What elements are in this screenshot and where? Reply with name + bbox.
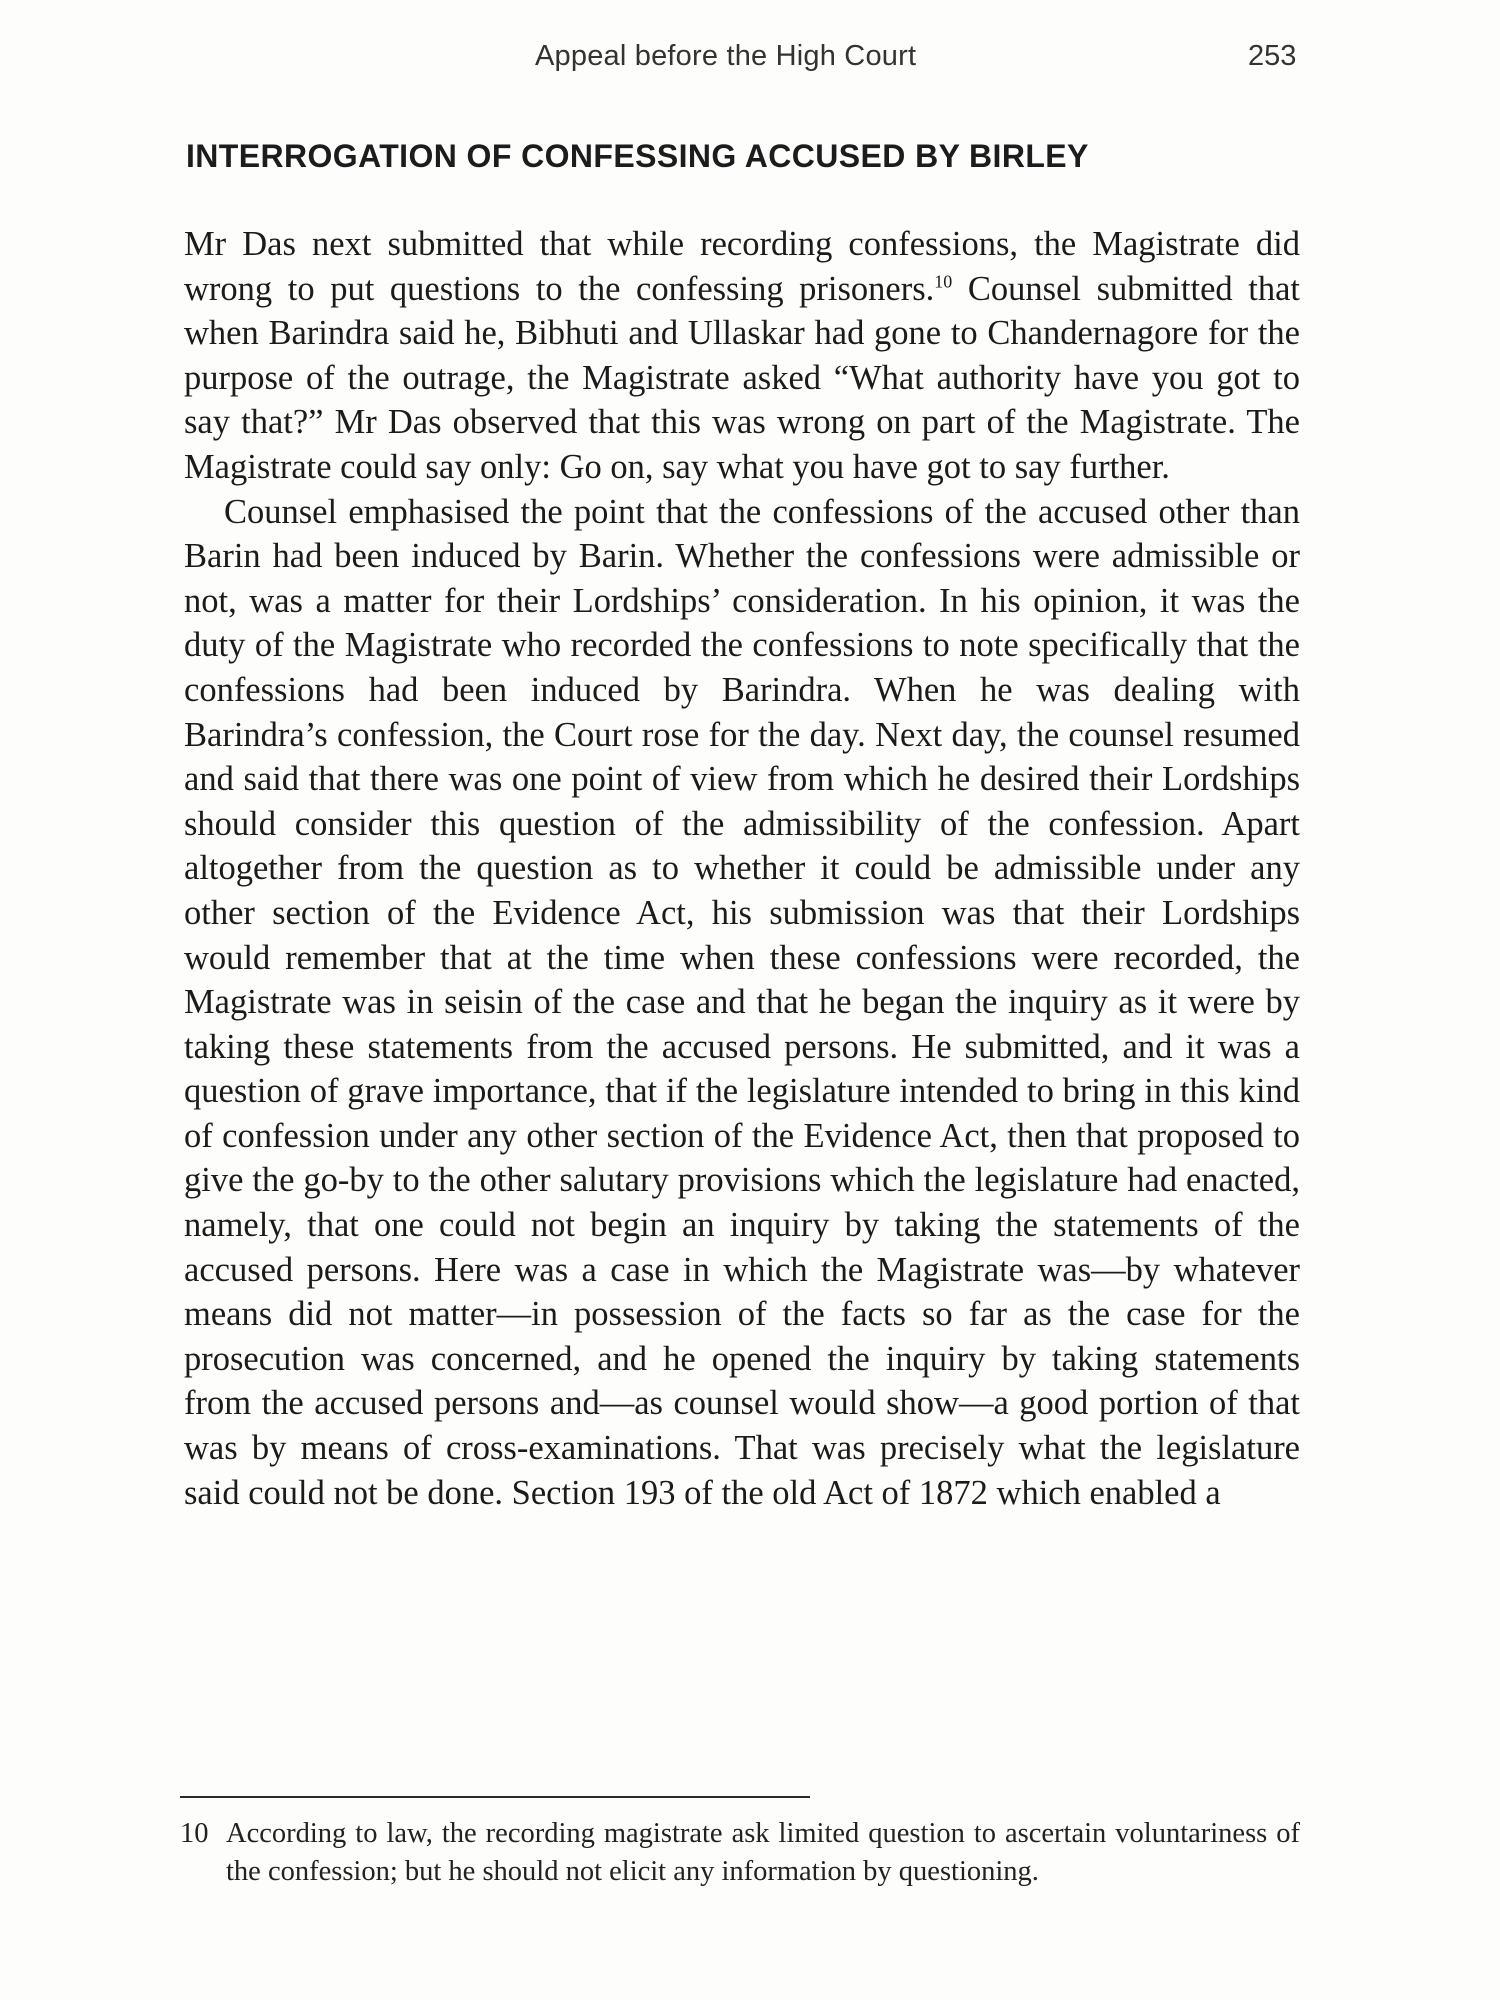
- paragraph-1-text-continued: Counsel submitted that when Barindra said he, Bibhuti and Ullaskar had gone to Chandernagore for the purpose of the outrage, the Magistrate asked “What authority have you got to say that?” Mr Das observed that this was wrong on part of the Magistrate. The Magistrate could say only: Go on, say what you have got to say further.: [184, 269, 1300, 486]
- body-text: [184, 222, 1300, 1515]
- footnote: [180, 1815, 1300, 1891]
- paragraph-1-text: Mr Das next submitted that while recording confessions, the Magistrate did wrong to put questions to the confessing prisoners.: [184, 225, 1300, 308]
- paragraph-1: [184, 222, 1300, 490]
- running-head: [0, 40, 1500, 80]
- footnote-number: 10: [180, 1818, 209, 1849]
- footnote-text: According to law, the recording magistrate ask limited question to ascertain voluntariness of the confession; but he should not elicit any information by questioning.: [226, 1818, 1300, 1887]
- running-title: Appeal before the High Court: [535, 40, 917, 72]
- footnote-reference: 10: [934, 271, 953, 292]
- section-heading: INTERROGATION OF CONFESSING ACCUSED BY BIRLEY: [186, 138, 1089, 174]
- footnote-divider: [180, 1796, 810, 1798]
- page-number: 253: [1248, 40, 1297, 72]
- paragraph-2: Counsel emphasised the point that the confessions of the accused other than Barin had been induced by Barin. Whether the confessions were admissible or not, was a matter for their Lordships’ consideration. In his opinion, it was the duty of the Magistrate who recorded the confessions to note specifically that the confessions had been induced by Barindra. When he was dealing with Barindra’s confession, the Court rose for the day. Next day, the counsel resumed and said that there was one point of view from which he desired their Lordships should consider this question of the admissibility of the confession. Apart altogether from the question as to whether it could be admissible under any other section of the Evidence Act, his submission was that their Lordships would remember that at the time when these confessions were recorded, the Magistrate was in seisin of the case and that he began the inquiry as it were by taking these statements from the accused persons. He submitted, and it was a question of grave importance, that if the legislature intended to bring in this kind of confession under any other section of the Evidence Act, then that proposed to give the go-by to the other salutary provisions which the legislature had enacted, namely, that one could not begin an inquiry by taking the statements of the accused persons. Here was a case in which the Magistrate was—by whatever means did not matter—in possession of the facts so far as the case for the prosecution was concerned, and he opened the inquiry by taking statements from the accused persons and—as counsel would show—a good portion of that was by means of cross-examinations. That was precisely what the legislature said could not be done. Section 193 of the old Act of 1872 which enabled a: [184, 492, 1300, 1512]
